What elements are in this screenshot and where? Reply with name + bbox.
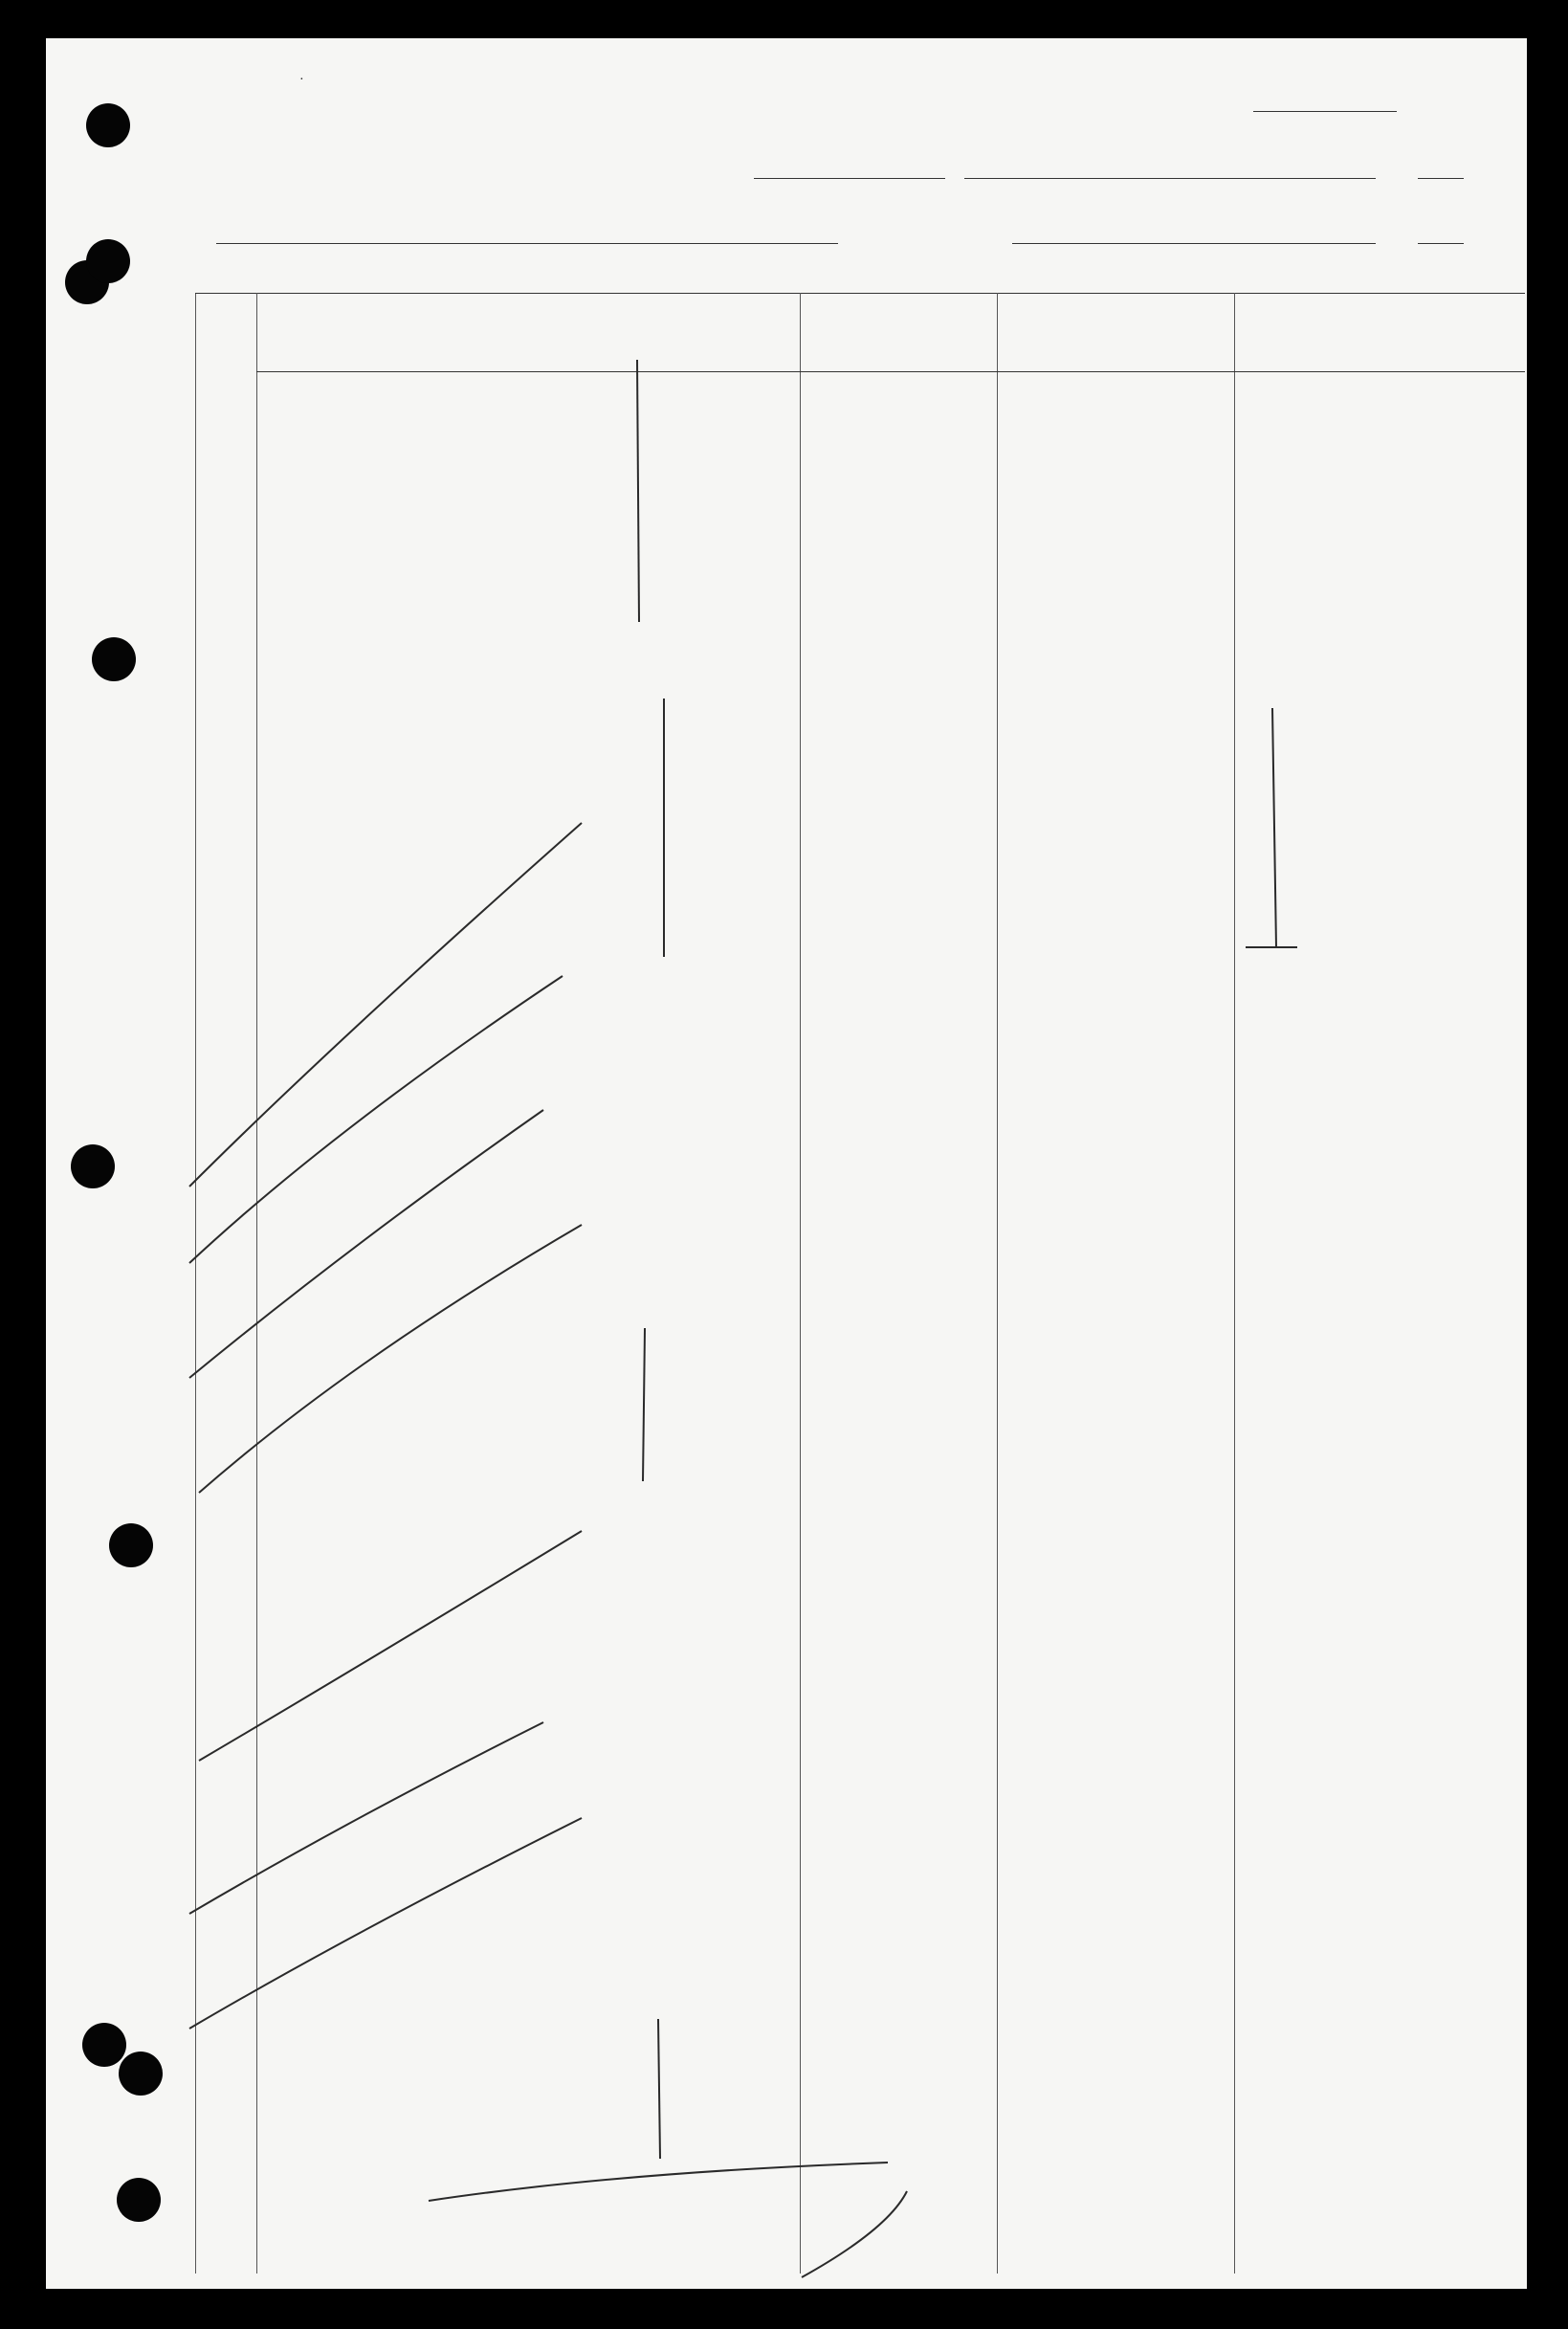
from-underline — [964, 178, 1376, 179]
punch-hole — [86, 103, 130, 147]
vessel-underline — [216, 243, 838, 244]
col-divider-4 — [1234, 293, 1235, 2274]
punch-hole — [82, 2023, 126, 2067]
table-left-border — [195, 293, 196, 2274]
arrival-underline — [1012, 243, 1376, 244]
year-underline-1 — [1418, 178, 1464, 179]
passenger-table — [195, 293, 1527, 2274]
punch-hole — [109, 1523, 153, 1567]
header-bottom-line — [256, 371, 1525, 372]
punch-hole — [119, 2052, 163, 2096]
class-underline — [754, 178, 945, 179]
year-underline-2 — [1418, 243, 1464, 244]
punch-hole — [117, 2178, 161, 2222]
punch-hole — [92, 637, 136, 681]
table-top-border — [195, 293, 1525, 294]
manifest-page — [46, 38, 1527, 2289]
col-divider-3 — [997, 293, 998, 2274]
col-divider-1 — [256, 293, 257, 2274]
col-divider-2 — [800, 293, 801, 2274]
manifest-no-line — [1253, 111, 1397, 112]
punch-hole — [86, 239, 130, 283]
punch-hole — [71, 1144, 115, 1188]
header-dot: · — [299, 73, 304, 87]
